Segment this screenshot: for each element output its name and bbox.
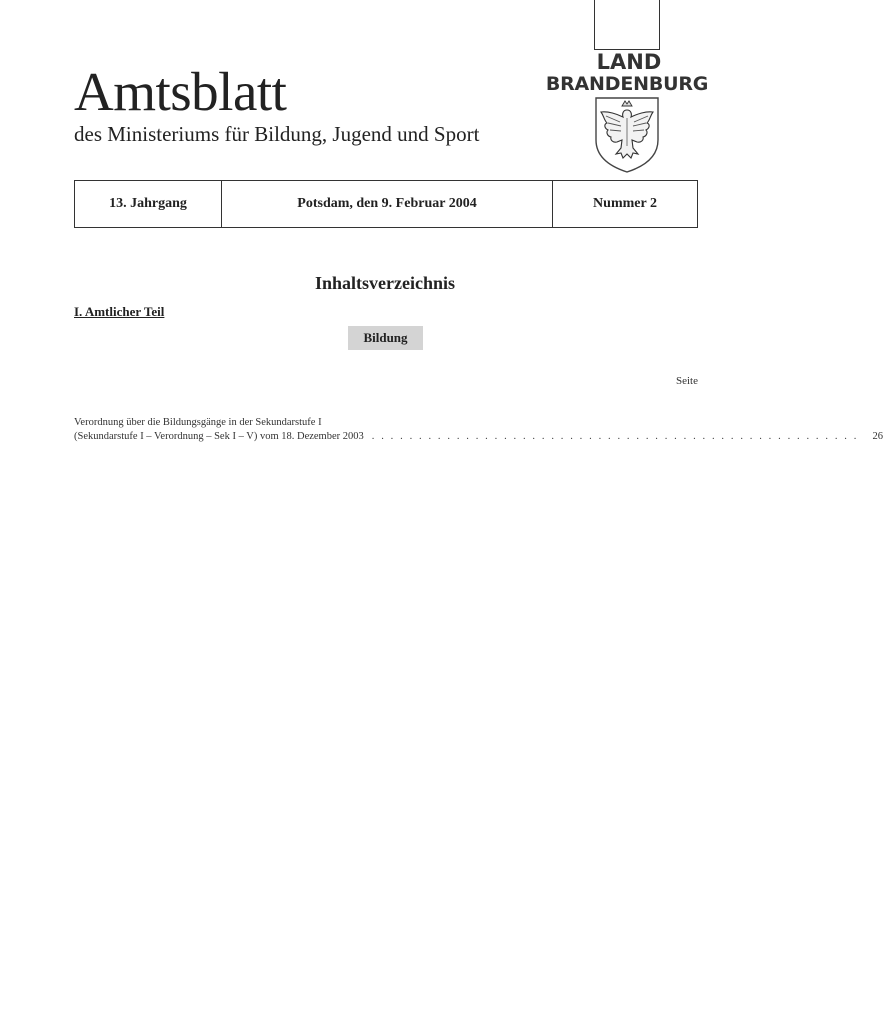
place-date-cell: Potsdam, den 9. Februar 2004 xyxy=(222,181,553,227)
section-heading: I. Amtlicher Teil xyxy=(74,304,165,319)
issue-number-cell: Nummer 2 xyxy=(593,196,657,211)
toc-entry[interactable] xyxy=(74,416,883,444)
category-badge: Bildung xyxy=(348,326,423,350)
document-subtitle: des Ministeriums für Bildung, Jugend und Sport xyxy=(74,122,480,146)
volume-cell: 13. Jahrgang xyxy=(75,181,222,227)
logo-text-land: LAND xyxy=(596,50,662,74)
document-title: Amtsblatt xyxy=(74,61,287,122)
toc-entry-line2: (Sekundarstufe I – Verordnung – Sek I – V) vom 18. Dezember 2003 xyxy=(74,431,364,442)
toc-entry-line1: Verordnung über die Bildungsgänge in der Sekundarstufe I xyxy=(74,417,322,428)
brandenburg-eagle-icon xyxy=(592,96,662,174)
logo-text-brandenburg: BRANDENBURG xyxy=(545,73,709,95)
toc-entry-dots: . . . . . . . . . . . . . . . . . . . . . . . . . . . . . . . . . . . . . . . . . . . . . . . . . . . . xyxy=(371,431,859,442)
toc-heading: Inhaltsverzeichnis xyxy=(314,273,455,293)
toc-entry-page-number: 26 xyxy=(872,431,883,442)
issue-info-table xyxy=(74,180,698,228)
logo-frame xyxy=(594,0,660,50)
toc-entry-line2-row xyxy=(74,430,883,444)
page-column-label: Seite xyxy=(676,375,698,387)
